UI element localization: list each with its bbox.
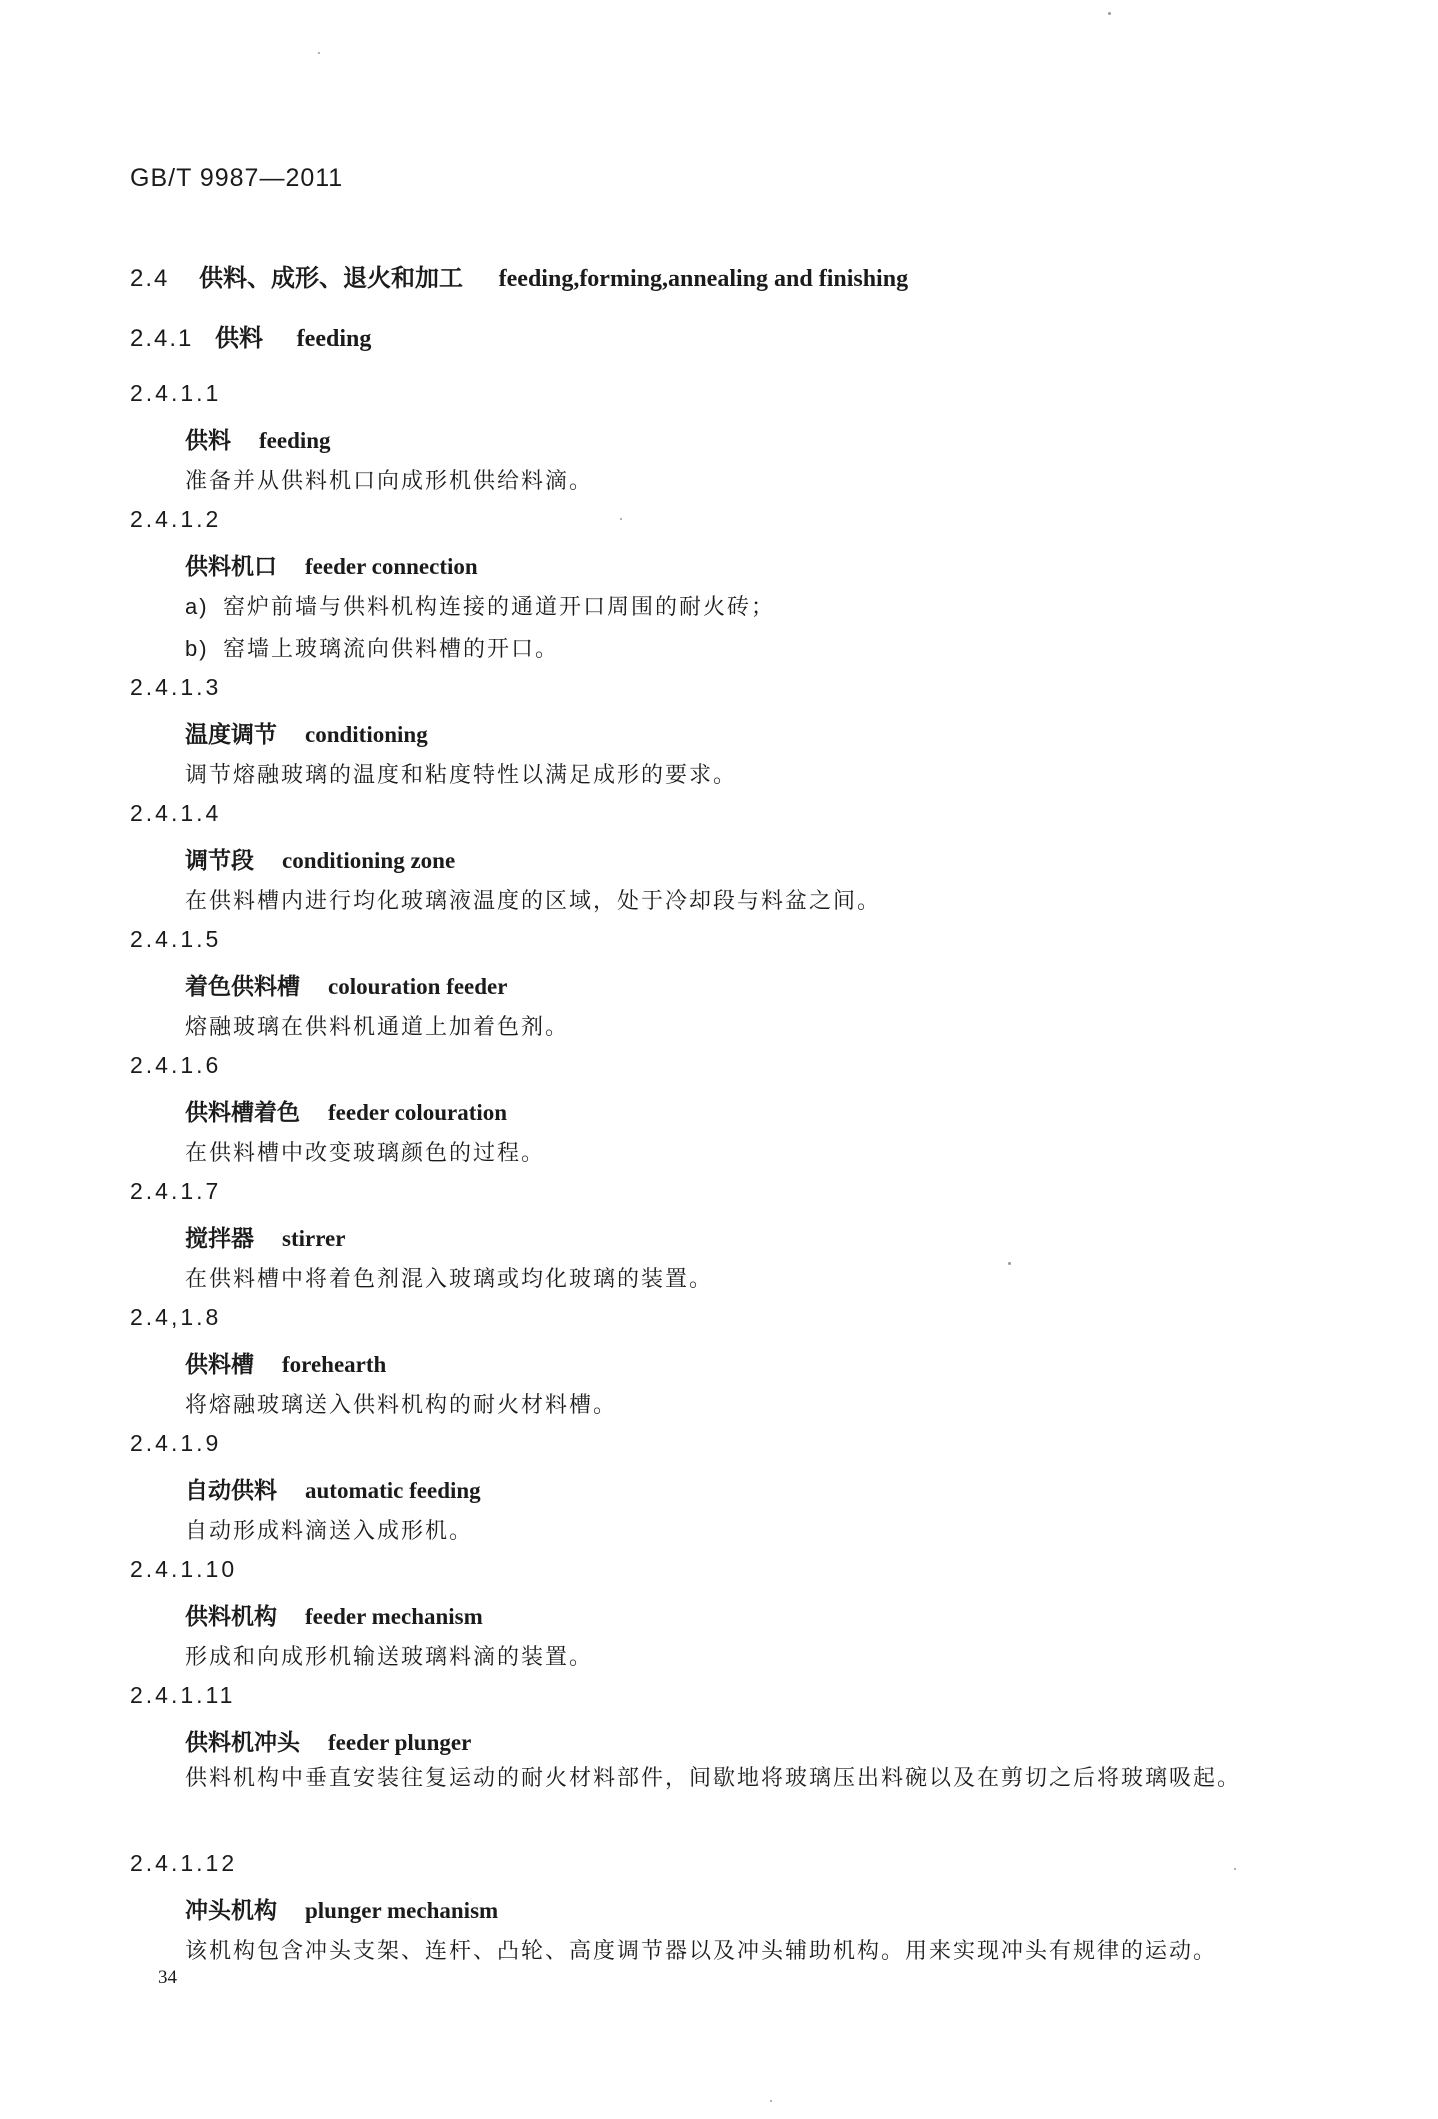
section-number: 2.4 [130, 265, 170, 292]
entry-number: 2.4.1.9 [130, 1430, 222, 1456]
entry-number: 2.4.1.10 [130, 1556, 238, 1582]
scan-speck [1108, 12, 1111, 15]
scan-speck [770, 2100, 772, 2102]
subsection-title-en: feeding [296, 326, 372, 352]
term [185, 1598, 483, 1631]
standard-code: GB/T 9987—2011 [130, 164, 344, 192]
definition-list-item [185, 632, 559, 663]
scan-speck [620, 518, 622, 520]
term-zh: 调节段 [185, 848, 254, 874]
term-zh: 温度调节 [185, 722, 277, 748]
term-en: conditioning zone [282, 848, 456, 873]
term-en: feeder colouration [328, 1100, 508, 1125]
entry-number: 2.4.1.1 [130, 380, 222, 406]
term [185, 842, 455, 875]
term-en: automatic feeding [305, 1478, 481, 1503]
term [185, 1472, 481, 1505]
definition: 自动形成料滴送入成形机。 [185, 1519, 474, 1544]
definition: 准备并从供料机口向成形机供给料滴。 [185, 469, 594, 494]
term-zh: 供料 [185, 428, 231, 454]
term-en: conditioning [305, 722, 428, 747]
section-title-zh: 供料、成形、退火和加工 [199, 264, 464, 292]
term-zh: 冲头机构 [185, 1898, 277, 1924]
term-zh: 着色供料槽 [185, 974, 300, 1000]
definition: 供料机构中垂直安装往复运动的耐火材料部件，间歇地将玻璃压出料碗以及在剪切之后将玻璃吸起。 [185, 1766, 1242, 1791]
term [185, 1724, 471, 1757]
term-en: stirrer [282, 1226, 346, 1251]
list-marker: b) [185, 636, 209, 661]
term-en: plunger mechanism [305, 1898, 499, 1923]
term-en: forehearth [282, 1352, 387, 1377]
scan-speck [318, 52, 320, 54]
term-zh: 搅拌器 [185, 1226, 254, 1252]
term-zh: 自动供料 [185, 1478, 277, 1504]
entry-number: 2.4.1.3 [130, 674, 222, 700]
term-en: feeder mechanism [305, 1604, 483, 1629]
term-zh: 供料机构 [185, 1604, 277, 1630]
list-marker: a) [185, 594, 209, 619]
scan-speck [1234, 1868, 1236, 1870]
term-zh: 供料槽 [185, 1352, 254, 1378]
term [185, 1094, 507, 1127]
entry-number: 2.4.1.11 [130, 1682, 236, 1708]
term [185, 548, 478, 581]
term-zh: 供料机冲头 [185, 1730, 300, 1756]
definition: 在供料槽中改变玻璃颜色的过程。 [185, 1141, 546, 1166]
entry-number: 2.4.1.12 [130, 1850, 238, 1876]
term-zh: 供料机口 [185, 554, 277, 580]
term [185, 1892, 498, 1925]
definition: 将熔融玻璃送入供料机构的耐火材料槽。 [185, 1393, 618, 1418]
term [185, 1220, 345, 1253]
term [185, 968, 507, 1001]
definition: 调节熔融玻璃的温度和粘度特性以满足成形的要求。 [185, 763, 738, 788]
term [185, 716, 428, 749]
entry-number: 2.4,1.8 [130, 1304, 222, 1330]
definition: 在供料槽中将着色剂混入玻璃或均化玻璃的装置。 [185, 1267, 714, 1292]
term-en: colouration feeder [328, 974, 508, 999]
entry-number: 2.4.1.5 [130, 926, 222, 952]
page-number: 34 [158, 1967, 177, 1988]
subsection-title-zh: 供料 [215, 324, 264, 352]
entry-number: 2.4.1.4 [130, 800, 222, 826]
term-zh: 供料槽着色 [185, 1100, 300, 1126]
term-en: feeding [259, 428, 331, 453]
entry-number: 2.4.1.6 [130, 1052, 222, 1078]
definition: 形成和向成形机输送玻璃料滴的装置。 [185, 1645, 594, 1670]
term [185, 422, 331, 455]
definition: 该机构包含冲头支架、连杆、凸轮、高度调节器以及冲头辅助机构。用来实现冲头有规律的运动。 [185, 1939, 1218, 1964]
definition: 在供料槽内进行均化玻璃液温度的区域，处于冷却段与料盆之间。 [185, 889, 882, 914]
definition-list-item [185, 590, 775, 621]
subsection-number: 2.4.1 [130, 325, 194, 352]
scan-speck [1008, 1262, 1011, 1265]
term [185, 1346, 386, 1379]
entry-number: 2.4.1.2 [130, 506, 222, 532]
entry-number: 2.4.1.7 [130, 1178, 222, 1204]
term-en: feeder connection [305, 554, 478, 579]
section-title-en: feeding,forming,annealing and finishing [498, 266, 909, 292]
subsection-heading [130, 318, 371, 353]
definition: 熔融玻璃在供料机通道上加着色剂。 [185, 1015, 570, 1040]
list-text: 窑炉前墙与供料机构连接的通道开口周围的耐火砖； [223, 595, 776, 620]
list-text: 窑墙上玻璃流向供料槽的开口。 [223, 637, 560, 662]
term-en: feeder plunger [328, 1730, 472, 1755]
section-heading [130, 258, 908, 293]
